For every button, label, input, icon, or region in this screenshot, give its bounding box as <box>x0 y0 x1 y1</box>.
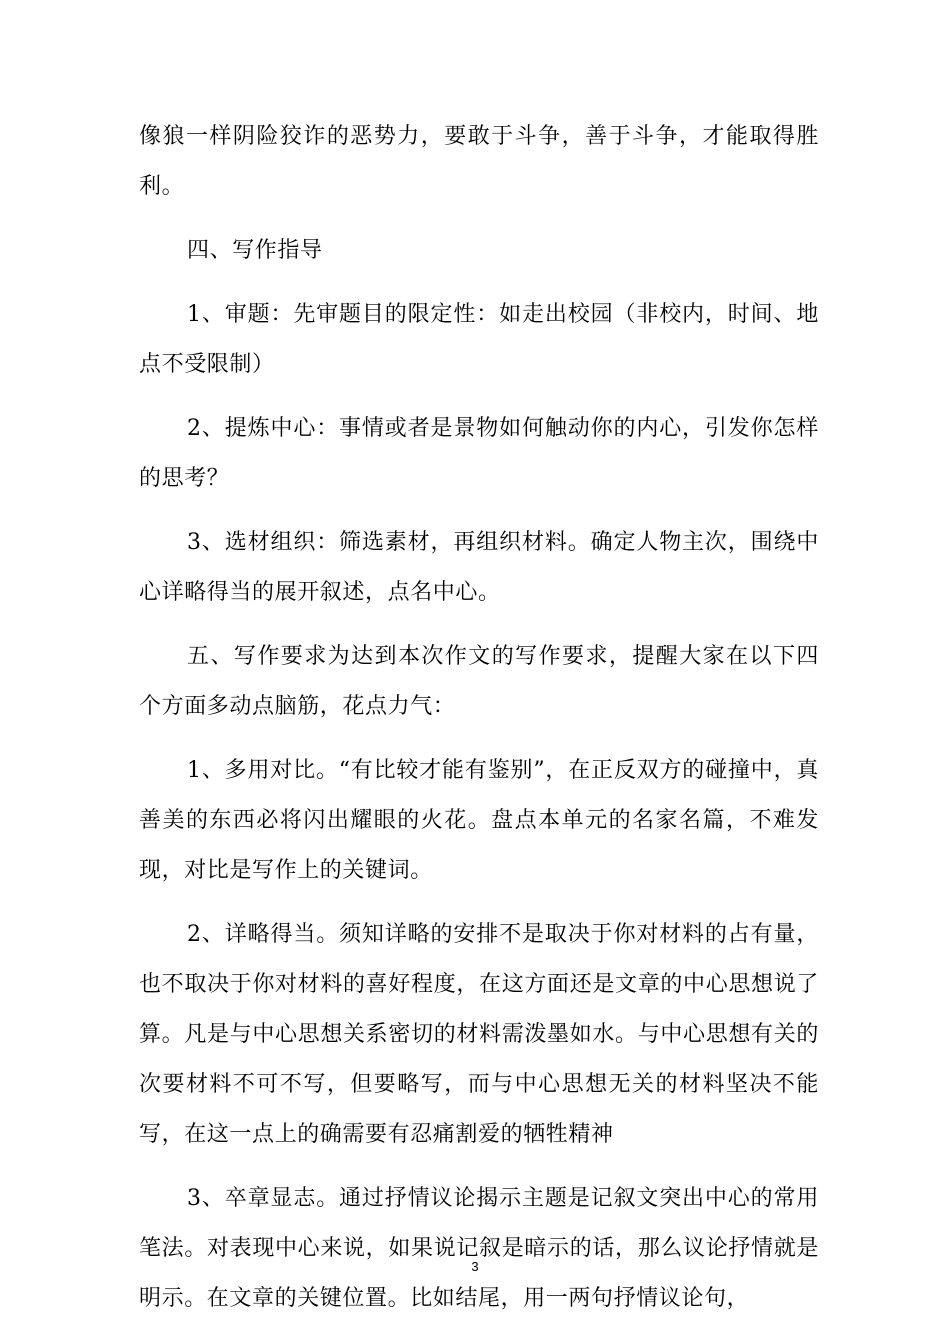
paragraph-ending-theme: 3、卒章显志。通过抒情议论揭示主题是记叙文突出中心的常用笔法。对表现中心来说，如果说记叙是暗示的话，那么议论抒情就是明示。在文章的关键位置。比如结尾，用一两句抒情议论句， <box>139 1186 819 1311</box>
section-heading-writing-guidance: 四、写作指导 <box>187 238 323 263</box>
paragraph-detail-balance: 2、详略得当。须知详略的安排不是取决于你对材料的占有量，也不取决于你对材料的喜好程度，在这方面还是文章的中心思想说了算。凡是与中心思想关系密切的材料需泼墨如水。与中心思想有关的次要材料不可不写，但要略写，而与中心思想无关的材料坚决不能写，在这一点上的确需要有忍痛割爱的牺牲精神 <box>139 922 819 1147</box>
paragraph-material-organization: 3、选材组织：筛选素材，再组织材料。确定人物主次，围绕中心详略得当的展开叙述，点名中心。 <box>139 530 819 605</box>
paragraph-refine-center: 2、提炼中心：事情或者是景物如何触动你的内心，引发你怎样的思考？ <box>139 416 819 491</box>
section-heading-writing-requirements: 五、写作要求为达到本次作文的写作要求，提醒大家在以下四个方面多动点脑筋，花点力气： <box>139 644 819 719</box>
page-number: 3 <box>471 1259 479 1274</box>
document-body <box>139 112 819 1338</box>
paragraph-continuation: 像狼一样阴险狡诈的恶势力，要敢于斗争，善于斗争，才能取得胜利。 <box>139 124 819 199</box>
paragraph-topic-review: 1、审题：先审题目的限定性：如走出校园（非校内，时间、地点不受限制） <box>139 302 819 377</box>
paragraph-use-contrast: 1、多用对比。“有比较才能有鉴别”，在正反双方的碰撞中，真善美的东西必将闪出耀眼的火花。盘点本单元的名家名篇，不难发现，对比是写作上的关键词。 <box>139 758 819 883</box>
